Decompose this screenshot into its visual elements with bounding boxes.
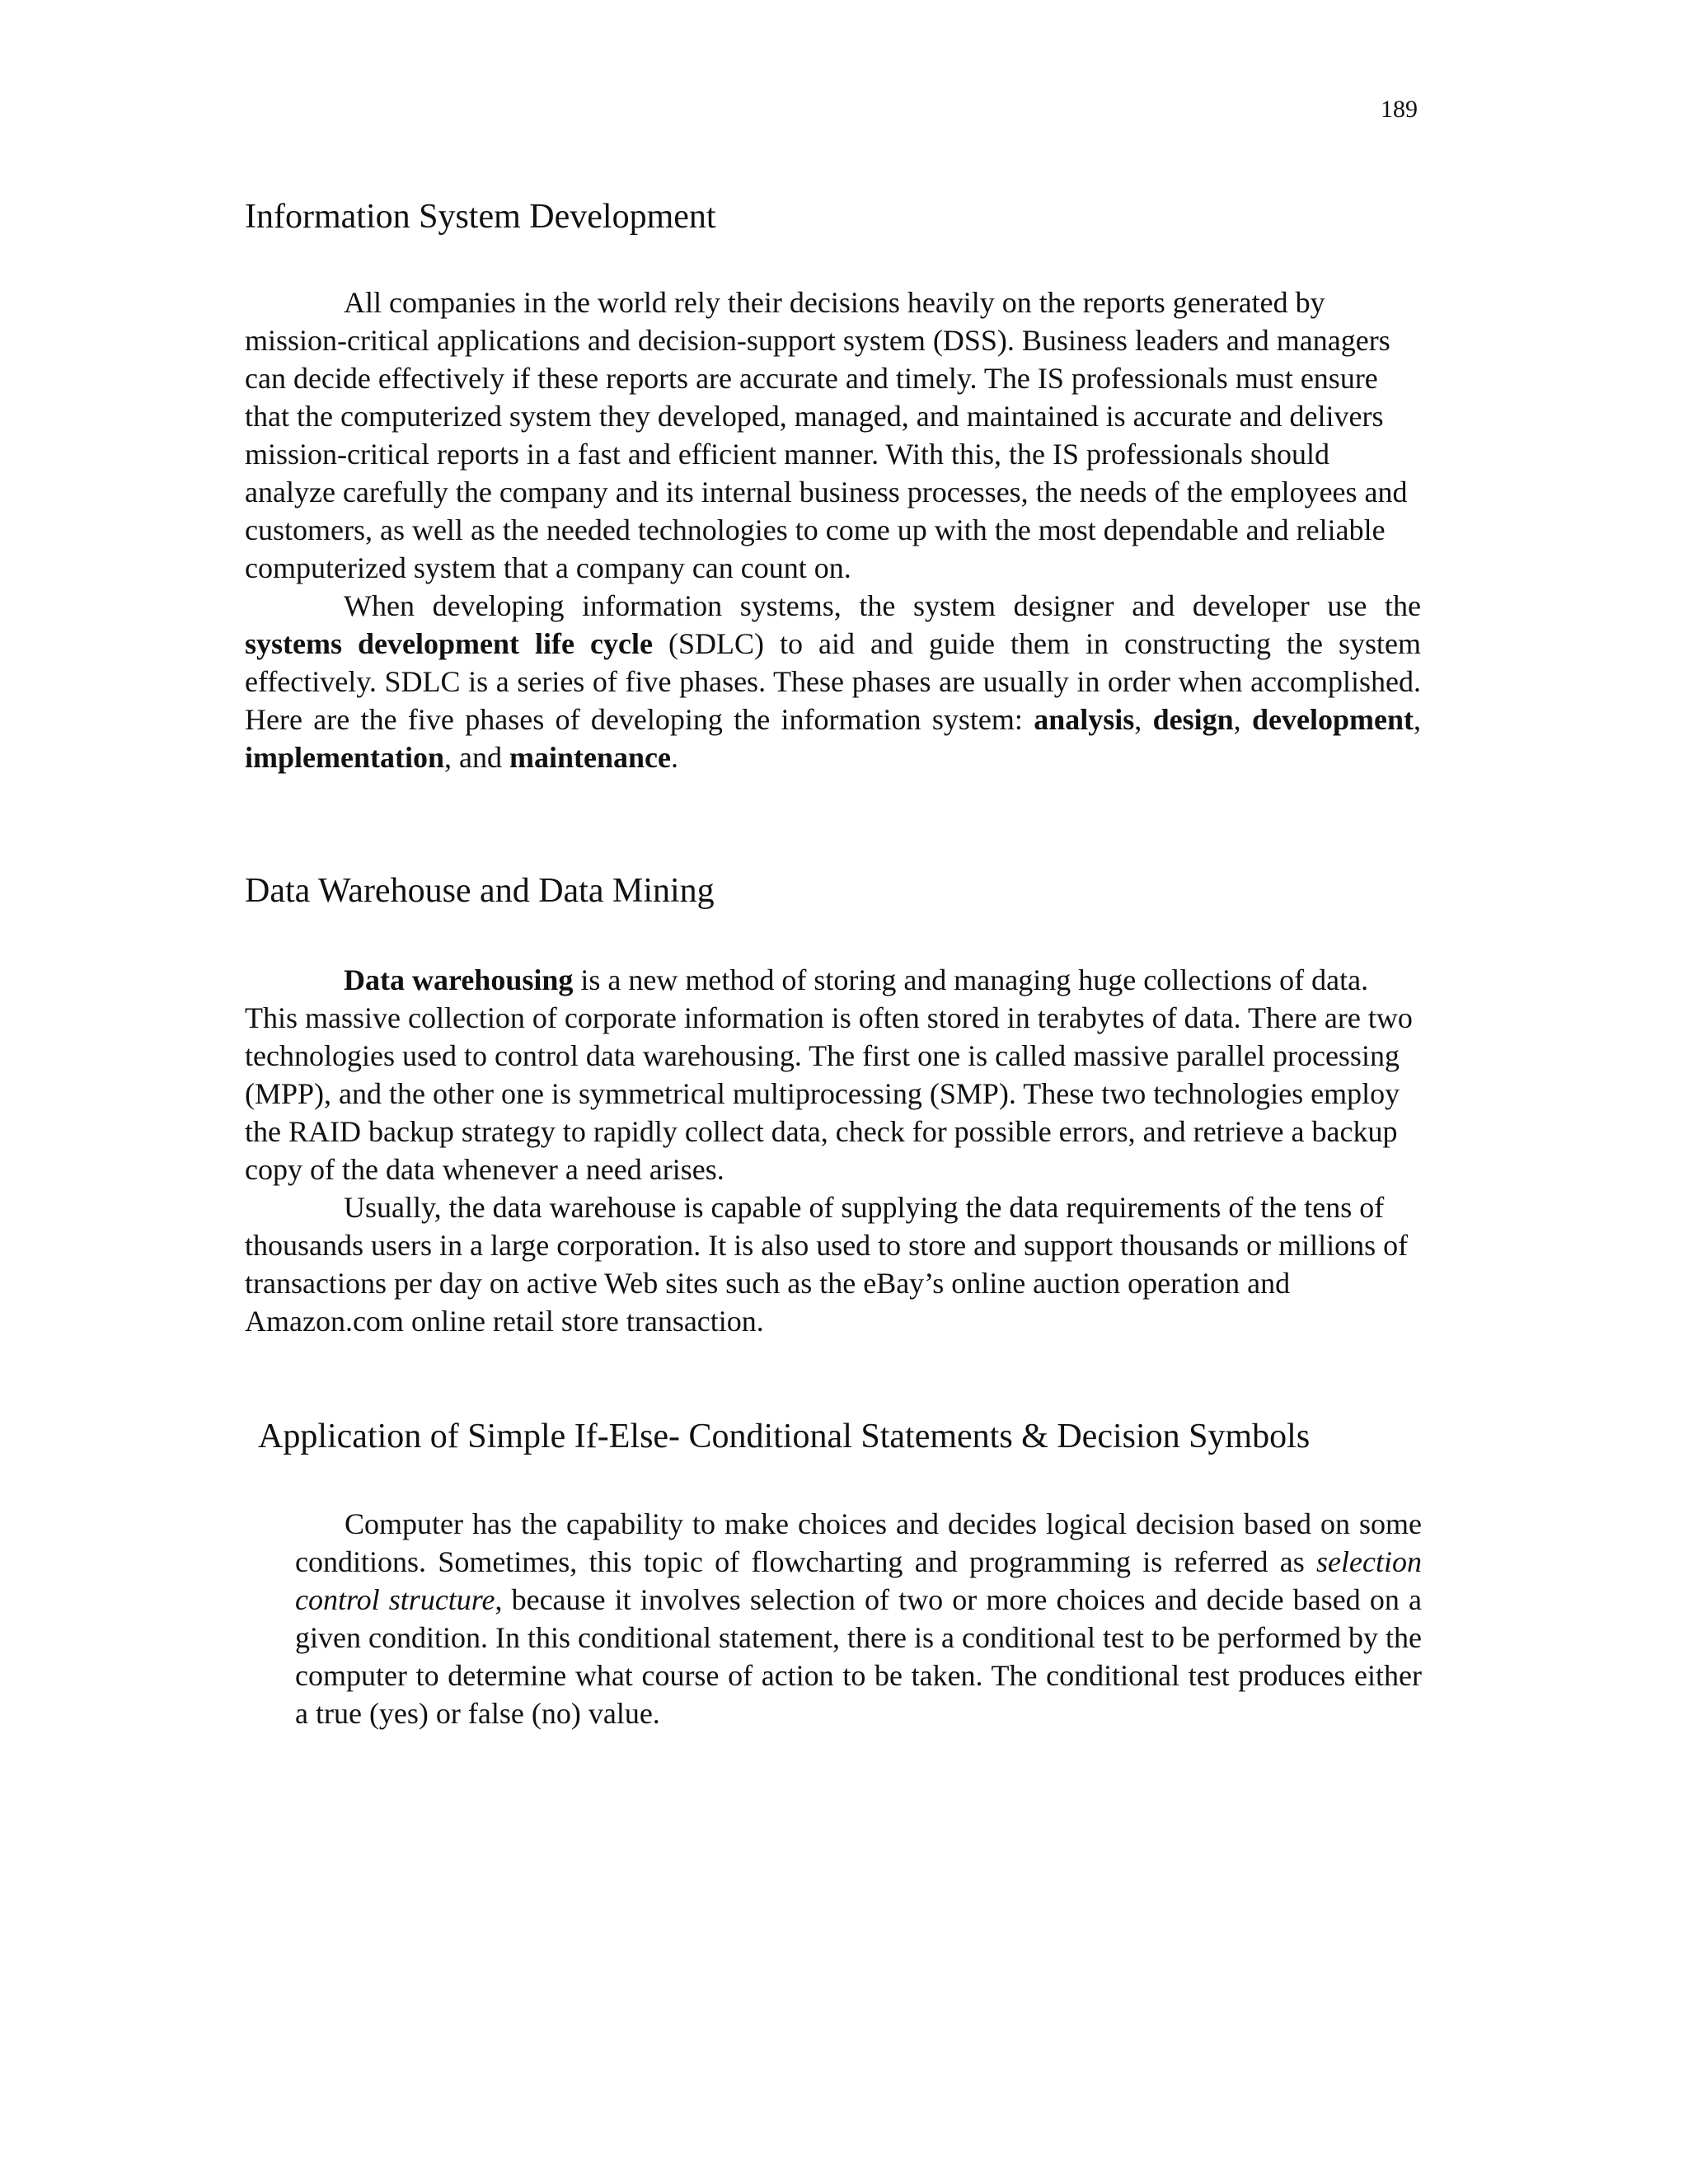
section-title: Data Warehouse and Data Mining <box>245 872 715 910</box>
text-run: , because it involves selection of two or more choices and decide based on a given condition. In this conditional statement, there is a conditional test to be performed by the computer to determine what course of action to be taken. The conditional test produces either a true (yes) or false (no) value. <box>295 1583 1423 1731</box>
text-run: (SDLC) to aid and guide them in constructing the system effectively. SDLC is a series of five phases. These phases are usually in order when accomplished. Here are the five phases of developing the information system: <box>245 627 1421 737</box>
paragraph: All companies in the world rely their decisions heavily on the reports generated by mission-critical applications and decision-support system (DSS). Business leaders and managers can decide effectively if these reports are accurate and timely. The IS professionals must ensure that the computerized system they developed, managed, and maintained is accurate and delivers mission-critical reports in a fast and efficient manner. With this, the IS professionals should analyze carefully the company and its internal business processes, the needs of the employees and customers, as well as the needed technologies to come up with the most dependable and reliable computerized system that a company can count on. <box>245 286 1408 585</box>
text-run: Computer has the capability to make choices and decides logical decision based on some conditions. Sometimes, this topic of flowcharting and programming is referred as <box>295 1507 1422 1579</box>
text-run: is a new method of storing and managing huge collections of data. This massive collection of corporate information is often stored in terabytes of data. There are two technologies used to control data warehousing. The first one is called massive parallel processing (MPP), and the other one is symmetrical multiprocessing (SMP). These two technologies employ the RAID backup strategy to rapidly collect data, check for possible errors, and retrieve a backup copy of the data whenever a need arises. <box>245 963 1413 1187</box>
section-body <box>295 1505 1422 1732</box>
section-information-system-development <box>245 196 1421 776</box>
bold-term: development <box>1252 703 1414 737</box>
paragraph <box>245 961 1421 1188</box>
bold-term: Data warehousing <box>344 963 574 997</box>
section-body <box>245 284 1421 776</box>
bold-term: implementation <box>245 741 444 775</box>
text-run: . <box>670 741 678 775</box>
section-title: Application of Simple If-Else- Conditional Statements & Decision Symbols <box>258 1418 1311 1455</box>
section-title: Information System Development <box>245 198 716 236</box>
paragraph <box>295 1505 1422 1732</box>
section-body <box>245 961 1421 1340</box>
text-run: , <box>1134 703 1153 737</box>
italic-term: selection control structure <box>295 1545 1422 1617</box>
text-run: When developing information systems, the system designer and developer use the <box>344 589 1421 623</box>
bold-term: analysis <box>1034 703 1135 737</box>
text-run: , <box>1414 703 1422 737</box>
page-number: 189 <box>1381 96 1418 123</box>
bold-term: maintenance <box>509 741 671 775</box>
section-conditional-statements <box>258 1416 1422 1732</box>
paragraph <box>245 587 1421 776</box>
bold-term: design <box>1152 703 1234 737</box>
text-run: , and <box>443 741 509 775</box>
text-run: , <box>1233 703 1253 737</box>
section-data-warehouse <box>245 870 1421 1340</box>
paragraph: Usually, the data warehouse is capable of supplying the data requirements of the tens of thousands users in a large corporation. It is also used to store and support thousands or millions of transactions per day on active Web sites such as the eBay’s online auction operation and Amazon.com online retail store transaction. <box>245 1191 1409 1338</box>
bold-term: systems development life cycle <box>245 627 653 661</box>
